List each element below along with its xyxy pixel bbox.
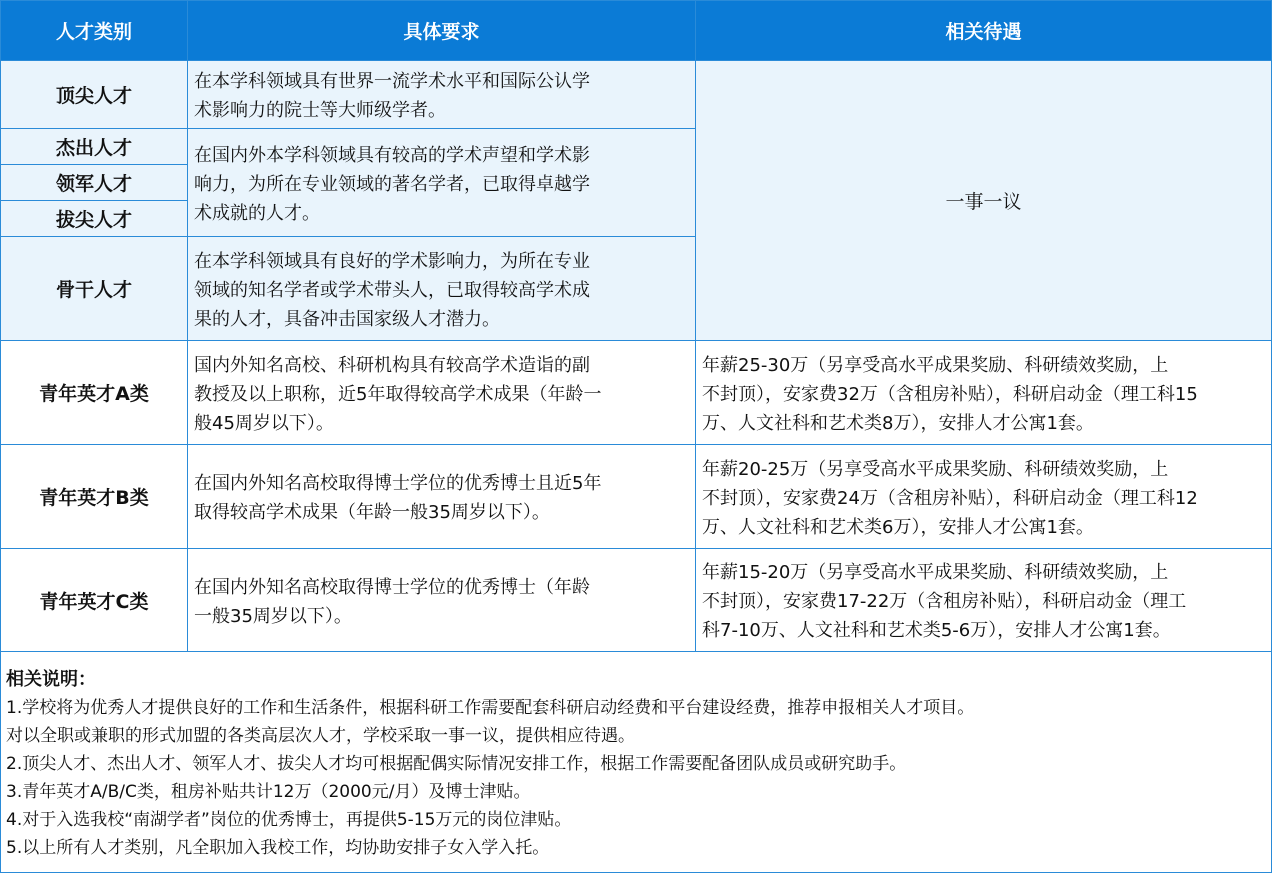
- category-outstanding-talent: 杰出人才: [0, 128, 188, 165]
- note-line: 2.顶尖人才、杰出人才、领军人才、拔尖人才均可根据配偶实际情况安排工作，根据工作需要配备团队成员或研究助手。: [6, 754, 907, 774]
- requirements-outstanding-leading-excellent: 在国内外本学科领域具有较高的学术声望和学术影 响力，为所在专业领域的著名学者，已取得卓越学 术成就的人才。: [187, 128, 696, 237]
- note-line: 4.对于入选我校“南湖学者”岗位的优秀博士，再提供5-15万元的岗位津贴。: [6, 810, 572, 830]
- notes-section: [0, 651, 1272, 873]
- note-line: 3.青年英才A/B/C类，租房补贴共计12万（2000元/月）及博士津贴。: [6, 782, 531, 802]
- header-category: 人才类别: [0, 0, 188, 61]
- category-youth-b: 青年英才B类: [0, 444, 188, 549]
- notes-title: 相关说明：: [6, 669, 96, 690]
- requirements-youth-b: 在国内外知名高校取得博士学位的优秀博士且近5年 取得较高学术成果（年龄一般35周岁以下）。: [187, 444, 696, 549]
- benefits-youth-b: 年薪20-25万（另享受高水平成果奖励、科研绩效奖励，上 不封顶），安家费24万（含租房补贴），科研启动金（理工科12 万、人文社科和艺术类6万），安排人才公寓1套。: [695, 444, 1272, 549]
- requirements-youth-a: 国内外知名高校、科研机构具有较高学术造诣的副 教授及以上职称，近5年取得较高学术成果（年龄一 般45周岁以下）。: [187, 340, 696, 445]
- benefits-youth-a: 年薪25-30万（另享受高水平成果奖励、科研绩效奖励，上 不封顶），安家费32万（含租房补贴），科研启动金（理工科15 万、人文社科和艺术类8万），安排人才公寓1套。: [695, 340, 1272, 445]
- requirements-backbone-talent: 在本学科领域具有良好的学术影响力，为所在专业 领域的知名学者或学术带头人，已取得较高学术成 果的人才，具备冲击国家级人才潜力。: [187, 236, 696, 341]
- note-line: 对以全职或兼职的形式加盟的各类高层次人才，学校采取一事一议，提供相应待遇。: [6, 726, 635, 746]
- category-leading-talent: 领军人才: [0, 164, 188, 201]
- benefits-youth-c: 年薪15-20万（另享受高水平成果奖励、科研绩效奖励，上 不封顶），安家费17-22万（含租房补贴），科研启动金（理工 科7-10万、人文社科和艺术类5-6万），安排人才公寓1套。: [695, 548, 1272, 652]
- requirements-top-talent: 在本学科领域具有世界一流学术水平和国际公认学 术影响力的院士等大师级学者。: [187, 60, 696, 129]
- header-requirements: 具体要求: [187, 0, 696, 61]
- category-excellent-talent: 拔尖人才: [0, 200, 188, 237]
- requirements-youth-c: 在国内外知名高校取得博士学位的优秀博士（年龄 一般35周岁以下）。: [187, 548, 696, 652]
- category-youth-c: 青年英才C类: [0, 548, 188, 652]
- category-youth-a: 青年英才A类: [0, 340, 188, 445]
- category-backbone-talent: 骨干人才: [0, 236, 188, 341]
- note-line: 5.以上所有人才类别，凡全职加入我校工作，均协助安排子女入学入托。: [6, 838, 550, 858]
- note-line: 1.学校将为优秀人才提供良好的工作和生活条件，根据科研工作需要配套科研启动经费和平台建设经费，推荐申报相关人才项目。: [6, 698, 975, 718]
- benefits-case-by-case: 一事一议: [695, 60, 1272, 341]
- header-benefits: 相关待遇: [695, 0, 1272, 61]
- category-top-talent: 顶尖人才: [0, 60, 188, 129]
